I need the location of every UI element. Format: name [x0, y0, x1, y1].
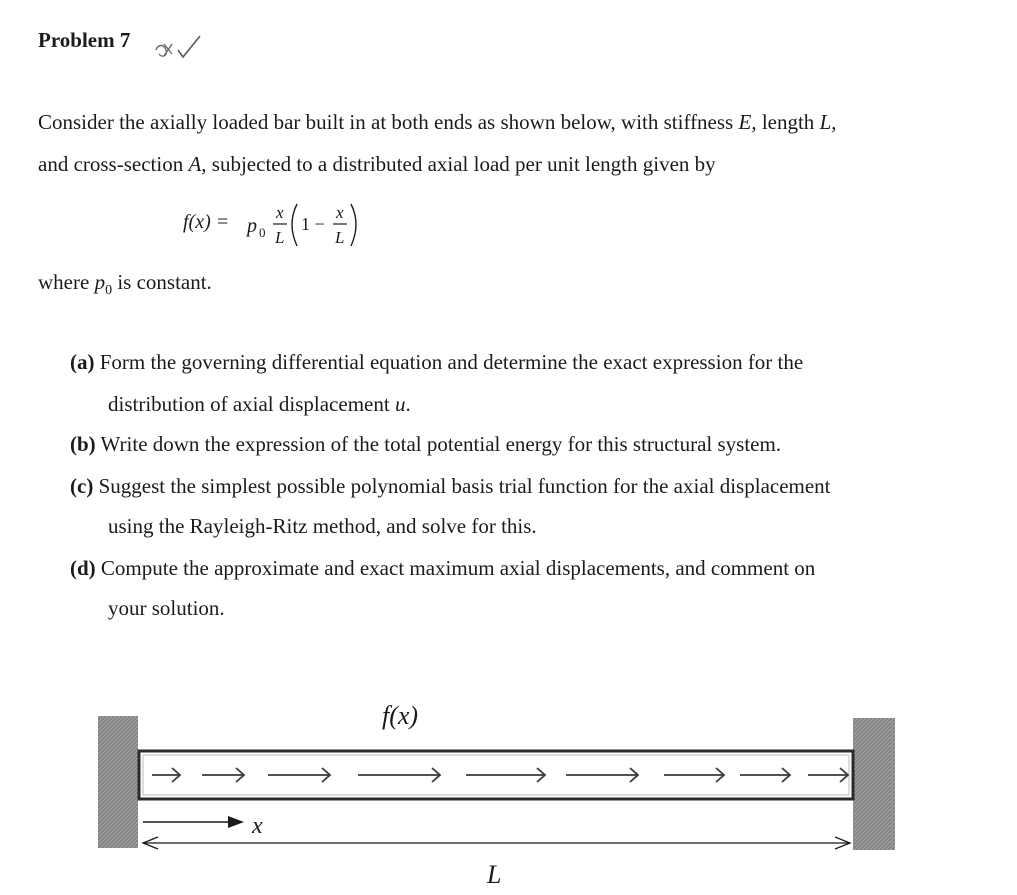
check-mark-icon	[150, 30, 206, 64]
equation-num-2: x	[336, 203, 344, 222]
length-label: L	[487, 860, 502, 889]
x-label: x	[252, 813, 263, 839]
part-b: (b) Write down the expression of the total potential energy for this structural system.	[70, 432, 782, 456]
equation-p: p	[247, 215, 257, 237]
left-wall	[98, 716, 138, 848]
part-a-cont: distribution of axial displacement u.	[108, 392, 411, 416]
x-arrow-head	[228, 816, 244, 828]
part-c-cont: using the Rayleigh-Ritz method, and solve for this.	[108, 514, 537, 538]
load-arrow-9	[808, 768, 848, 782]
where-line: where $p_0$ is constant.	[38, 270, 212, 299]
intro-line-1: Consider the axially loaded bar built in at both ends as shown below, with stiffness E, length L,	[38, 110, 837, 134]
equation-den-2: L	[335, 228, 345, 247]
load-arrow-3	[268, 768, 330, 782]
part-c: (c) Suggest the simplest possible polynomial basis trial function for the axial displacement	[70, 474, 831, 498]
load-arrow-8	[740, 768, 790, 782]
load-equation	[183, 194, 383, 254]
bar-figure	[0, 690, 1017, 895]
equation-num-1: x	[276, 203, 284, 222]
part-d: (d) Compute the approximate and exact maximum axial displacements, and comment on	[70, 556, 816, 580]
load-arrow-7	[664, 768, 724, 782]
load-arrow-6	[566, 768, 638, 782]
intro-line-2: and cross-section A, subjected to a distributed axial load per unit length given by	[38, 152, 716, 176]
equation-den-1: L	[275, 228, 285, 247]
part-a: (a) Form the governing differential equation and determine the exact expression for the	[70, 350, 804, 374]
load-arrow-2	[202, 768, 244, 782]
right-wall	[853, 718, 895, 850]
part-d-cont: your solution.	[108, 596, 225, 620]
equation-one-minus: 1 −	[301, 214, 325, 234]
equation-sub: 0	[259, 225, 266, 240]
equation-lhs: f(x) =	[183, 211, 230, 233]
load-arrow-5	[466, 768, 545, 782]
load-arrow-1	[152, 768, 180, 782]
problem-title: Problem 7	[38, 28, 131, 52]
load-arrow-4	[358, 768, 440, 782]
load-label: f(x)	[382, 701, 419, 730]
load-arrows	[152, 768, 848, 782]
